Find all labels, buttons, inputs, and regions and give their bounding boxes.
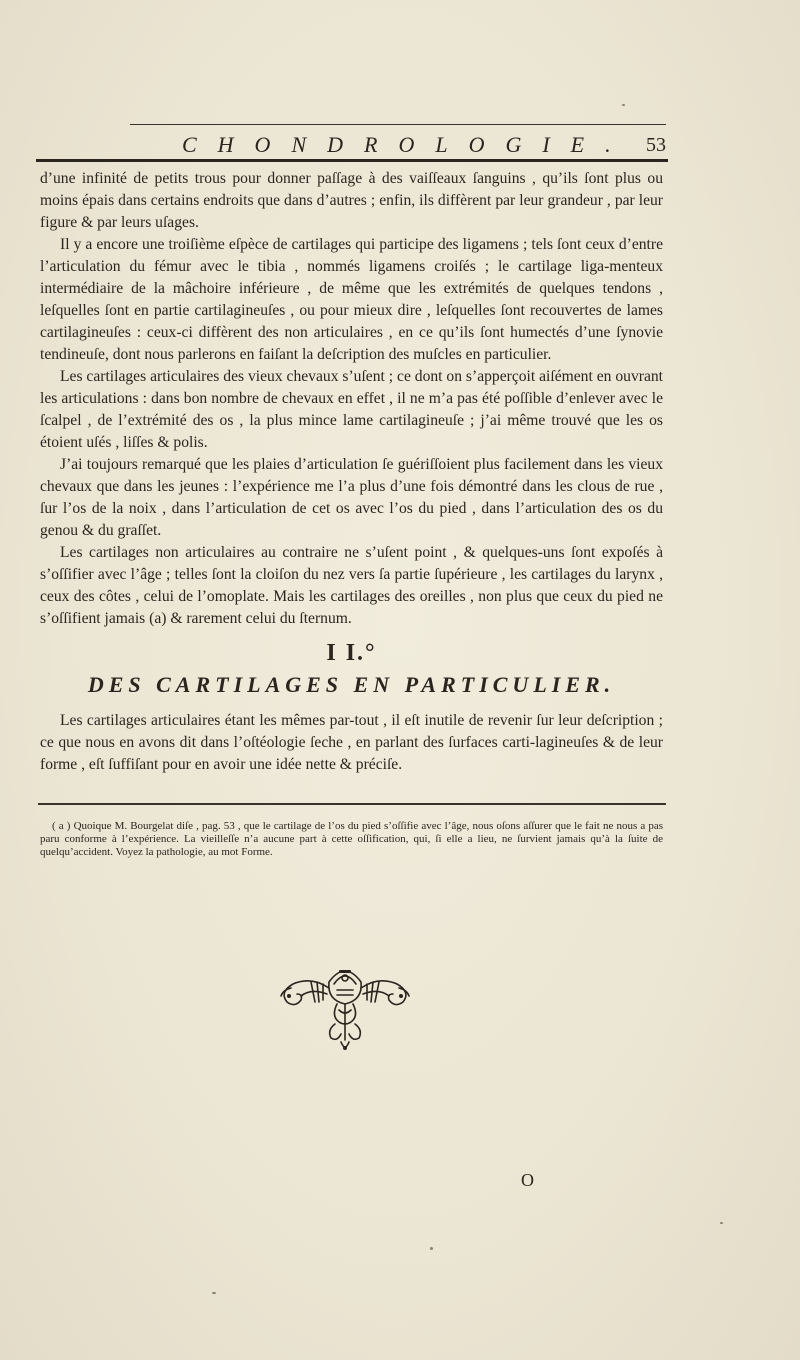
section-number: I I.° xyxy=(326,640,377,666)
running-title: CHONDROLOGIE. xyxy=(182,132,632,157)
main-text xyxy=(40,168,663,776)
paragraph-5: Les cartilages non articulaires au contraire ne s’uſent point , & quelques-uns ſont expoſés à s’oſſifier avec l’âge ; telles ſont la cloiſon du nez vers ſa partie ſupérieure , les cartilages du larynx , ceux des côtes , celui de l’omoplate. Mais les cartilages des oreilles , non plus que ceux du pied ne s’oſſifient jamais (a) & rarement celui du ſternum. xyxy=(40,544,663,627)
paper-speck xyxy=(212,1292,216,1294)
signature-mark: O xyxy=(521,1170,534,1190)
section-title: DES CARTILAGES EN PARTICULIER. xyxy=(87,672,616,697)
footnote-rule xyxy=(38,803,666,805)
footnote-marker: ( a ) xyxy=(52,820,71,832)
ornamental-fleuron-icon xyxy=(271,960,419,1056)
section-paragraph: Les cartilages articulaires étant les mêmes par-tout , il eſt inutile de revenir ſur leur deſcription ; ce que nous en avons dit dans l’oſtéologie ſeche , en parlant des ſurfaces carti-lagineuſes & de leur forme , eſt ſuffiſant pour en avoir une idée nette & préciſe. xyxy=(40,712,663,773)
paper-speck xyxy=(622,104,625,106)
footnote-text: Quoique M. Bourgelat diſe , pag. 53 , que le cartilage de l’os du pied s’oſſifie avec l’âge, nous oſons aſſurer que le fait ne nous a pas paru conforme à l’expérience. La vieilleſſe n’a aucune part à cette oſſification, qui, ſi elle a lieu, ne ſurvient jamais qu’à la ſuite de quelqu’accident. Voyez la pathologie, au mot Forme. xyxy=(40,820,664,858)
header-bottom-rule xyxy=(36,159,668,162)
header-top-rule xyxy=(130,124,666,125)
paragraph-1: d’une infinité de petits trous pour donner paſſage à des vaiſſeaux ſanguins , qu’ils ſont plus ou moins épais dans certains endroits que dans d’autres ; enfin, ils diffèrent par leur grandeur , par leur figure & par leurs uſages. xyxy=(40,170,663,231)
paragraph-2: Il y a encore une troiſième eſpèce de cartilages qui participe des ligamens ; tels ſont ceux d’entre l’articulation du fémur avec le tibia , nommés ligamens croiſés ; le cartilage liga-menteux intermédiaire de la mâchoire inférieure , de même que les extrémités de quelques tendons , leſquelles ſont en partie cartilagineuſes , ou pour mieux dire , leſquelles ſont recouvertes de lames cartilagineuſes : ceux-ci diffèrent des non articulaires , en ce qu’ils ſont humectés d’une ſynovie tendineuſe, dont nous parlerons en faiſant la deſcription des muſcles en particulier. xyxy=(40,236,663,363)
running-header xyxy=(130,126,666,158)
paper-speck xyxy=(430,1247,433,1250)
paragraph-4: J’ai toujours remarqué que les plaies d’articulation ſe guériſſoient plus facilement dans les vieux chevaux que dans les jeunes : l’expérience me l’a plus d’une fois démontré dans les clous de rue , ſur l’os de la noix , dans l’articulation de cet os avec l’os du pied , dans l’articulation des os du genou & du graſſet. xyxy=(40,456,663,539)
paper-speck xyxy=(720,1222,723,1224)
page-number: 53 xyxy=(646,134,666,156)
footnote xyxy=(40,820,663,859)
paragraph-3: Les cartilages articulaires des vieux chevaux s’uſent ; ce dont on s’apperçoit aiſément en ouvrant les articulations : dans bon nombre de chevaux en effet , il ne m’a pas été poſſible d’enlever avec le ſcalpel , de l’extrémité des os , la plus mince lame cartilagineuſe ; j’ai même trouvé que les os étoient uſés , liſſes & polis. xyxy=(40,368,663,451)
